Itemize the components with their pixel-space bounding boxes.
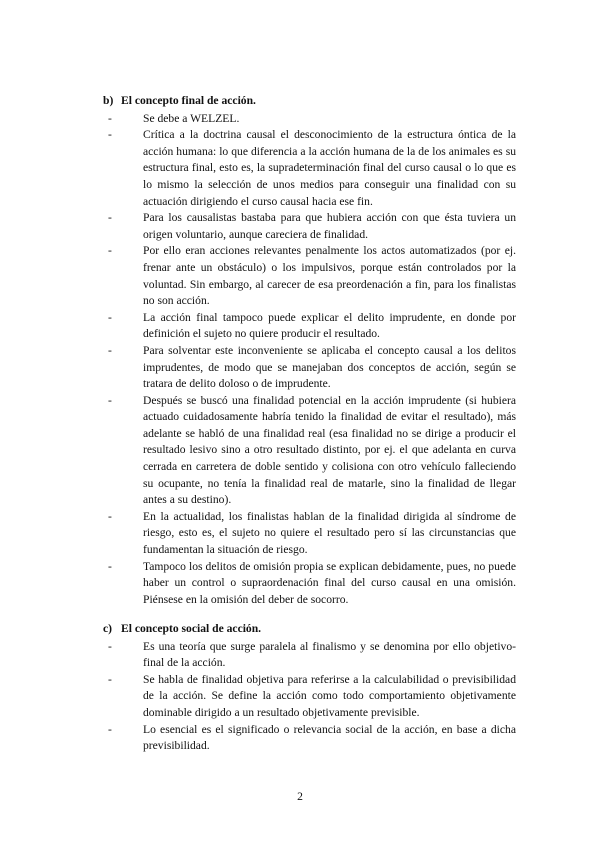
list-item-text: Lo esencial es el significado o relevancia social de la acción, en base a dicha previsibilidad.	[143, 722, 516, 753]
list-item-text: Es una teoría que surge paralela al finalismo y se denomina por ello objetivo-final de la acción.	[143, 639, 516, 670]
section-letter: b)	[103, 94, 114, 107]
list-item-text: Tampoco los delitos de omisión propia se explican debidamente, pues, no puede haber un control o supraordenación final del curso causal en una omisión. Piénsese en la omisión del deber de socorro.	[143, 559, 516, 606]
bullet-dash: -	[108, 343, 112, 357]
bullet-dash: -	[108, 672, 112, 686]
list-item	[108, 210, 516, 243]
list-item-text: La acción final tampoco puede explicar el delito imprudente, en donde por definición el sujeto no quiere producir el resultado.	[143, 310, 516, 341]
list-item-text: Se debe a WELZEL.	[143, 111, 240, 125]
bullet-list	[103, 639, 516, 755]
bullet-dash: -	[108, 722, 112, 736]
section-title: El concepto final de acción.	[121, 94, 256, 107]
bullet-dash: -	[108, 509, 112, 523]
section-c	[103, 621, 516, 755]
list-item	[108, 509, 516, 559]
list-item	[108, 722, 516, 755]
list-item	[108, 559, 516, 609]
section-title: El concepto social de acción.	[121, 622, 262, 635]
list-item-text: Por ello eran acciones relevantes penalmente los actos automatizados (por ej. frenar ante un obstáculo) o los impulsivos, porque están controlados por la voluntad. Sin embargo, al carecer de esa preordenación a fin, para los finalistas no son acción.	[143, 244, 516, 308]
list-item	[108, 672, 516, 722]
bullet-dash: -	[108, 639, 112, 653]
list-item-text: Después se buscó una finalidad potencial en la acción imprudente (si hubiera actuado cuidadosamente habría tenido la finalidad de evitar el resultado), más adelante se habló de una finalidad real (esa finalidad no se dirige a producir el resultado lesivo sino a otro resultado distinto, por ej. el que adelanta en curva cerrada en carretera de doble sentido y colisiona con otro vehículo falleciendo su ocupante, no tenía la finalidad real de matarle, sino la finalidad de llegar antes a su destino).	[143, 393, 516, 507]
section-heading	[103, 621, 516, 638]
section-b	[103, 93, 516, 608]
bullet-dash: -	[108, 559, 112, 573]
list-item	[108, 127, 516, 210]
list-item-text: Se habla de finalidad objetiva para referirse a la calculabilidad o previsibilidad de la acción. Se define la acción como todo comportamiento objetivamente dominable dirigido a un resultado objetivamente previsible.	[143, 672, 516, 719]
list-item	[108, 639, 516, 672]
section-heading	[103, 93, 516, 110]
list-item-text: Para solventar este inconveniente se aplicaba el concepto causal a los delitos imprudentes, de modo que se manejaban dos conceptos de acción, según se tratara de delito doloso o de imprudente.	[143, 343, 516, 391]
bullet-dash: -	[108, 244, 112, 258]
list-item	[108, 111, 516, 128]
list-item-text: Para los causalistas bastaba para que hubiera acción con que ésta tuviera un origen voluntario, aunque careciera de finalidad.	[143, 211, 516, 241]
list-item-text: En la actualidad, los finalistas hablan de la finalidad dirigida al síndrome de riesgo, esto es, el sujeto no quiere el resultado pero sí las circunstancias que fundamentan la situación de riesgo.	[143, 509, 516, 557]
bullet-dash: -	[108, 310, 112, 324]
list-item	[108, 243, 516, 309]
list-item	[108, 393, 516, 509]
bullet-dash: -	[108, 111, 112, 125]
list-item-text: Crítica a la doctrina causal el desconocimiento de la estructura óntica de la acción humana: lo que diferencia a la acción humana de la de los animales es su estructura final, esto es, la supradeterminación final del curso causal o lo que es lo mismo la selección de unos medios para conseguir una finalidad con su actuación dirigiendo el curso causal hacia ese fin.	[143, 128, 516, 208]
bullet-list	[103, 111, 516, 609]
page-number: 2	[297, 790, 303, 803]
list-item	[108, 343, 516, 393]
bullet-dash: -	[108, 128, 112, 142]
bullet-dash: -	[108, 211, 112, 225]
bullet-dash: -	[108, 393, 112, 407]
list-item	[108, 310, 516, 343]
section-letter: c)	[103, 622, 113, 635]
